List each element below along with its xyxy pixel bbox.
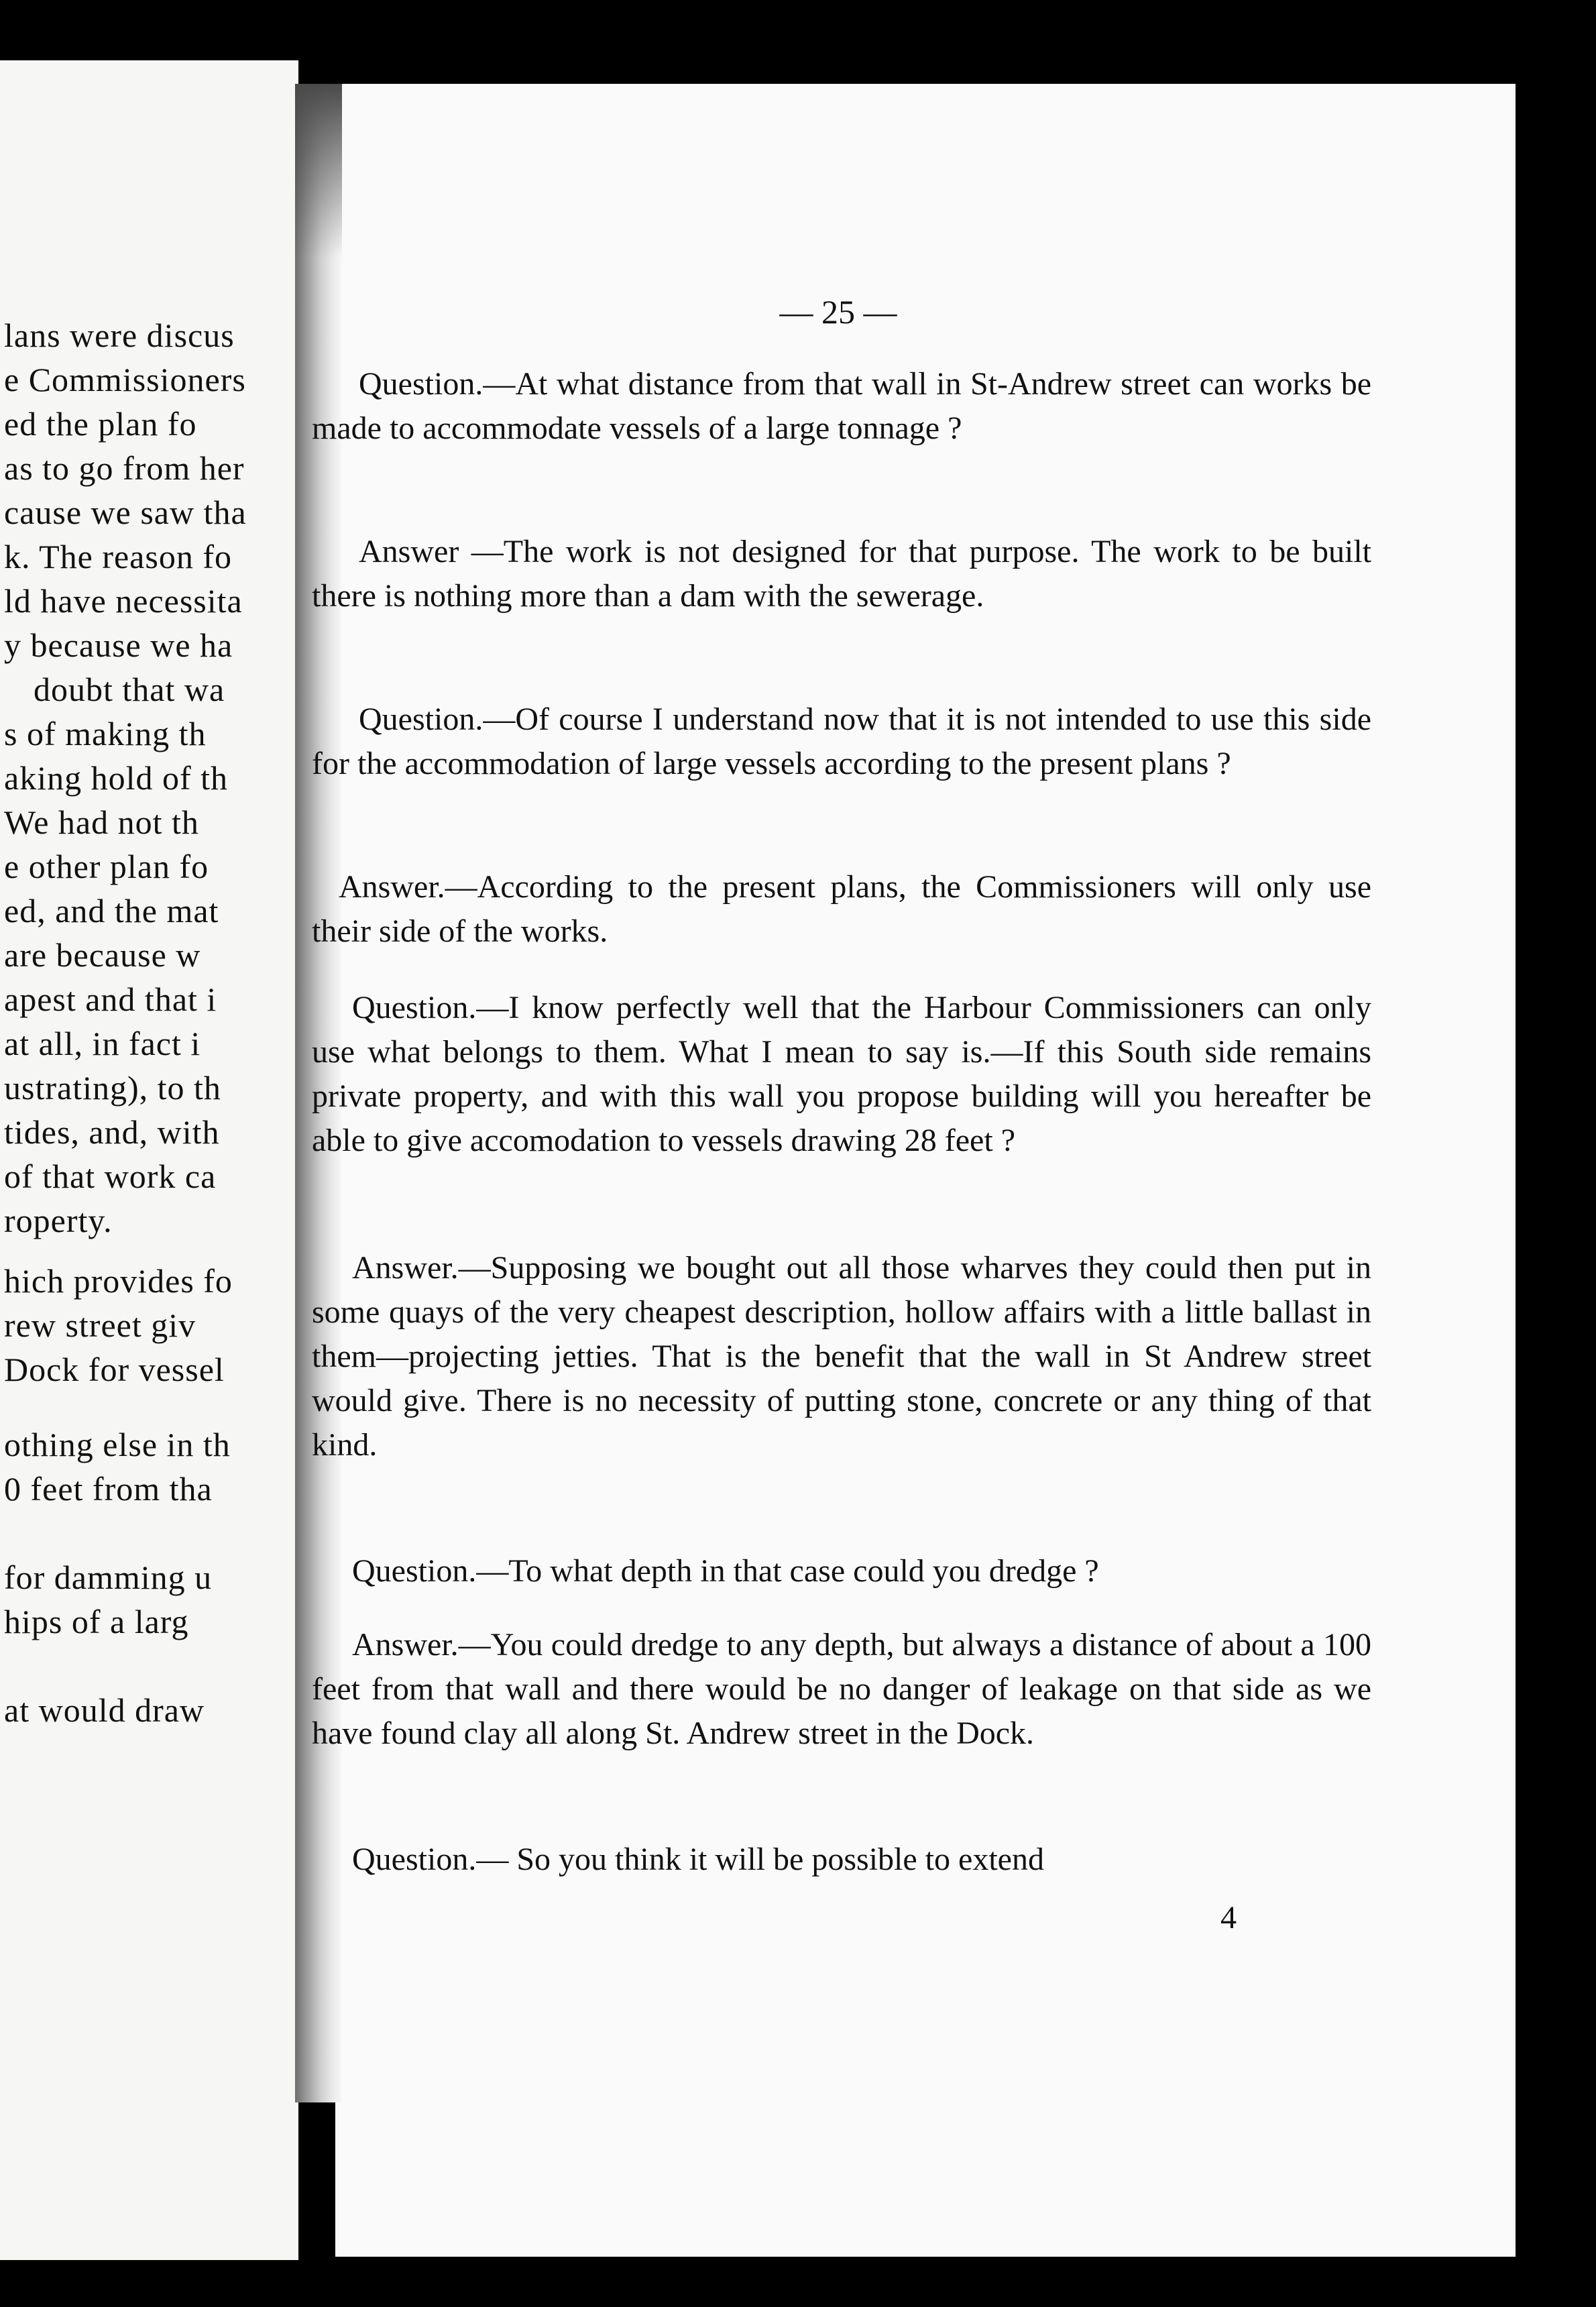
left-page-line: at all, in fact i (4, 1025, 201, 1062)
left-page-line: roperty. (4, 1202, 113, 1239)
left-page-line: as to go from her (4, 449, 245, 487)
paragraph (312, 1623, 1371, 1756)
paragraph-text: Question.—I know perfectly well that the Harbour Commissioners can only use what belongs to them. What I mean to say is.—If this South side remains private property, and with this wall you propose building will you hereafter be able to give accomodation to vessels drawing 28 feet ? (312, 990, 1371, 1158)
left-page-line: hich provides fo (4, 1262, 233, 1300)
left-page-line: cause we saw tha (4, 494, 247, 531)
left-page-line: apest and that i (4, 980, 217, 1018)
left-page-line: aking hold of th (4, 759, 229, 797)
left-page-line: k. The reason fo (4, 538, 232, 575)
left-page-line: 0 feet from tha (4, 1470, 213, 1508)
paragraph (312, 697, 1371, 786)
left-page-line: ed the plan fo (4, 405, 197, 443)
paragraph (312, 1549, 1371, 1593)
paragraph-text: Question.— So you think it will be possible to extend (352, 1842, 1044, 1877)
left-page-line: othing else in th (4, 1426, 231, 1463)
page-number: — 25 — (779, 293, 897, 331)
left-page-line: of that work ca (4, 1158, 217, 1195)
left-page-line: for damming u (4, 1559, 213, 1596)
left-page-line: ustrating), to th (4, 1069, 221, 1107)
paragraph (312, 362, 1371, 451)
paragraph (312, 986, 1371, 1163)
left-page-line: s of making th (4, 715, 207, 752)
left-page-line: hips of a larg (4, 1603, 189, 1640)
paragraph-text: Question.—To what depth in that case could you dredge ? (352, 1553, 1099, 1589)
left-page-line: at would draw (4, 1691, 205, 1729)
left-page-line: Dock for vessel (4, 1351, 225, 1388)
paragraph (312, 530, 1371, 618)
paragraph-text: Question.—Of course I understand now that it is not intended to use this side for the accommodation of large vessels according to the present plans ? (312, 701, 1371, 781)
left-page-line: are because w (4, 936, 201, 974)
left-page-line: ld have necessita (4, 582, 243, 620)
left-page-line: e Commissioners (4, 361, 246, 398)
left-page-line: rew street giv (4, 1306, 196, 1344)
left-page-line: doubt that wa (34, 671, 225, 708)
paragraph (312, 865, 1371, 954)
left-page-line: tides, and, with (4, 1113, 220, 1151)
paragraph (312, 1246, 1371, 1467)
paragraph-text: Answer.—You could dredge to any depth, but always a distance of about a 100 feet from that wall and there would be no danger of leakage on that side as we have found clay all along St. Andrew street in the Dock. (312, 1627, 1371, 1751)
signature-mark: 4 (1220, 1900, 1237, 1935)
left-page-line: ed, and the mat (4, 892, 219, 930)
left-page-line: lans were discus (4, 317, 235, 354)
paragraph-text: Answer —The work is not designed for that purpose. The work to be built there is nothing more than a dam with the sewerage. (312, 534, 1371, 614)
left-page-line: We had not th (4, 803, 199, 841)
paragraph-text: Answer.—Supposing we bought out all those wharves they could then put in some quays of the very cheapest description, hollow affairs with a little ballast in them—projecting jetties. That is the benefit that the wall in St Andrew street would give. There is no necessity of putting stone, concrete or any thing of that kind. (312, 1250, 1371, 1463)
gutter-shadow (295, 84, 342, 258)
left-page-line: e other plan fo (4, 848, 209, 885)
left-page-line: y because we ha (4, 626, 233, 664)
paragraph-text: Answer.—According to the present plans, the Commissioners will only use their side of the works. (312, 869, 1371, 949)
paragraph (312, 1838, 1371, 1882)
paragraph-text: Question.—At what distance from that wall in St-Andrew street can works be made to accommodate vessels of a large tonnage ? (312, 366, 1371, 446)
left-page (0, 60, 298, 2260)
